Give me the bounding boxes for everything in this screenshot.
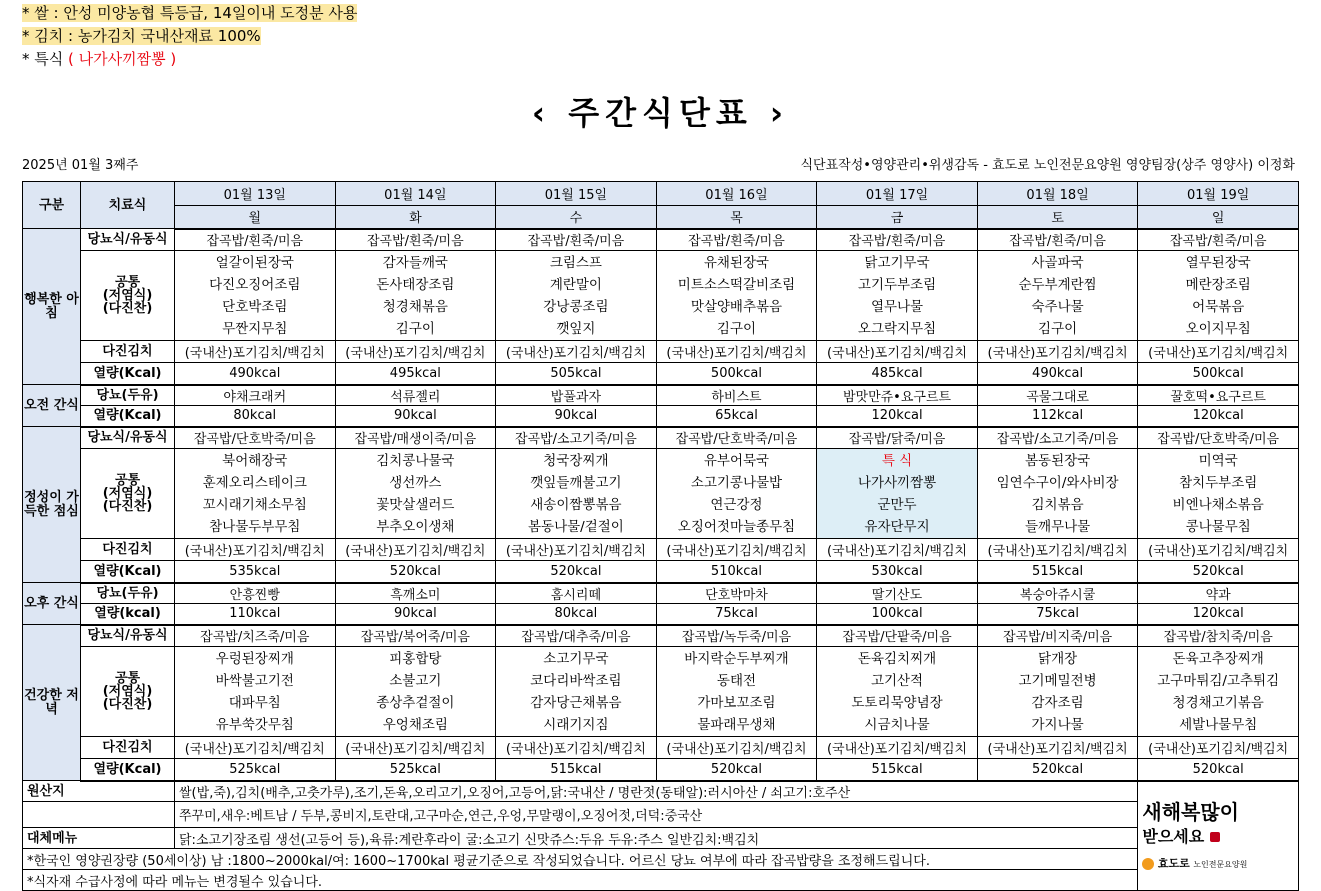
common-menu [977, 647, 1138, 737]
table-row [23, 385, 1299, 406]
menu-item: 콩나물무침 [1185, 518, 1251, 535]
menu-item: 김치볶음 [1031, 496, 1084, 513]
table-row [23, 604, 1299, 625]
kimchi-item: (국내산)포기김치/백김치 [1138, 341, 1299, 363]
snack-item: 밥풀과자 [496, 385, 657, 406]
table-row [23, 828, 1299, 849]
snack-item: 흑깨소미 [335, 583, 496, 604]
kimchi-item: (국내산)포기김치/백김치 [1138, 539, 1299, 561]
diabetic-item: 잡곡밥/소고기죽/미음 [496, 427, 657, 449]
table-row [23, 229, 1299, 251]
kimchi-item: (국내산)포기김치/백김치 [1138, 737, 1299, 759]
common-menu [496, 251, 657, 341]
menu-item: 우렁된장찌개 [215, 650, 294, 667]
diabetic-item: 잡곡밥/비지죽/미음 [977, 625, 1138, 647]
menu-item: 미역국 [1198, 452, 1238, 469]
common-menu [977, 449, 1138, 539]
kimchi-item: (국내산)포기김치/백김치 [496, 341, 657, 363]
common-label-line: (다진찬) [102, 499, 153, 514]
diabetic-item: 잡곡밥/단팥죽/미음 [817, 625, 978, 647]
common-label [81, 449, 175, 539]
kimchi-note: * 김치 : 농가김치 국내산재료 100% [22, 27, 261, 45]
meal-label-lunch: 정성이 가득한 점심 [23, 427, 81, 583]
diabetic-item: 잡곡밥/흰죽/미음 [175, 229, 336, 251]
diabetic-item: 잡곡밥/대추죽/미음 [496, 625, 657, 647]
kcal-value: 515kcal [496, 759, 657, 781]
snack-label-am_snack: 오전 간식 [23, 385, 81, 427]
kimchi-item: (국내산)포기김치/백김치 [175, 539, 336, 561]
header-date: 01월 17일 [817, 182, 978, 206]
header-diet: 치료식 [81, 182, 175, 229]
table-row [23, 849, 1299, 870]
header-day: 화 [335, 206, 496, 229]
kimchi-item: (국내산)포기김치/백김치 [817, 737, 978, 759]
common-menu [656, 647, 817, 737]
menu-item: 북어해장국 [222, 452, 288, 469]
kimchi-item: (국내산)포기김치/백김치 [496, 737, 657, 759]
menu-item: 소고기무국 [543, 650, 609, 667]
kcal-value: 112kcal [977, 406, 1138, 427]
diabetic-item: 잡곡밥/흰죽/미음 [335, 229, 496, 251]
kcal-value: 490kcal [977, 363, 1138, 385]
kcal-value: 515kcal [817, 759, 978, 781]
menu-item: 김구이 [1038, 320, 1078, 337]
menu-item: 김구이 [395, 320, 435, 337]
table-row [23, 449, 1299, 539]
common-menu [817, 647, 978, 737]
notes [22, 2, 357, 71]
chevron-right-icon: › [769, 94, 790, 132]
kimchi-item: (국내산)포기김치/백김치 [496, 539, 657, 561]
menu-item: 돈육김치찌개 [857, 650, 937, 667]
menu-item: 다진오징어조림 [209, 276, 301, 293]
kcal-value: 505kcal [496, 363, 657, 385]
menu-item: 시래기지짐 [543, 716, 609, 733]
menu-item: 대파무침 [228, 694, 281, 711]
header-date: 01월 14일 [335, 182, 496, 206]
meal-label-breakfast: 행복한 아침 [23, 229, 81, 385]
kcal-value: 520kcal [496, 561, 657, 583]
kimchi-item: (국내산)포기김치/백김치 [335, 341, 496, 363]
common-label-line: (저염식) [102, 486, 153, 501]
kimchi-item: (국내산)포기김치/백김치 [656, 539, 817, 561]
menu-item: 감자조림 [1031, 694, 1084, 711]
table-row [23, 206, 1299, 229]
kcal-value: 80kcal [496, 604, 657, 625]
table-row [23, 802, 1299, 828]
kimchi-label: 다진김치 [81, 737, 175, 759]
kcal-value: 515kcal [977, 561, 1138, 583]
kimchi-item: (국내산)포기김치/백김치 [656, 737, 817, 759]
kcal-value: 90kcal [496, 406, 657, 427]
common-menu [817, 251, 978, 341]
menu-item: 청경채고기볶음 [1172, 694, 1264, 711]
kcal-value: 90kcal [335, 604, 496, 625]
kimchi-item: (국내산)포기김치/백김치 [335, 737, 496, 759]
snack-item: 야채크래커 [175, 385, 336, 406]
menu-item: 고기두부조림 [857, 276, 937, 293]
menu-item: 무짠지무침 [222, 320, 288, 337]
menu-item: 비엔나채소볶음 [1172, 496, 1264, 513]
menu-item: 맛살양배추볶음 [690, 298, 783, 315]
kcal-value: 120kcal [1138, 406, 1299, 427]
common-menu [175, 647, 336, 737]
snack-item: 밤맛만쥬•요구르트 [817, 385, 978, 406]
menu-item: 부추오이생채 [376, 518, 455, 535]
table-row [23, 182, 1299, 206]
diabetic-label: 당뇨식/유동식 [81, 625, 175, 647]
snack-item: 복숭아쥬시쿨 [977, 583, 1138, 604]
kcal-value: 80kcal [175, 406, 336, 427]
table-row [23, 561, 1299, 583]
menu-item: 열무나물 [870, 298, 924, 315]
kimchi-item: (국내산)포기김치/백김치 [335, 539, 496, 561]
header-day: 금 [817, 206, 978, 229]
menu-item: 메란장조림 [1185, 276, 1251, 293]
special-tag: 특 식 [881, 452, 913, 469]
menu-item: 임연수구이/와사비장 [996, 474, 1119, 491]
menu-item: 연근강정 [710, 496, 763, 513]
table-row [23, 341, 1299, 363]
diabetic-item: 잡곡밥/단호박죽/미음 [656, 427, 817, 449]
kimchi-item: (국내산)포기김치/백김치 [977, 539, 1138, 561]
menu-item: 봄동된장국 [1024, 452, 1091, 469]
table-row [23, 781, 1299, 802]
menu-item: 닭고기무국 [864, 254, 930, 271]
menu-item: 닭개장 [1038, 650, 1078, 667]
snack-item-label: 당뇨(두유) [81, 583, 175, 604]
kcal-value: 520kcal [656, 759, 817, 781]
kcal-value: 520kcal [335, 561, 496, 583]
common-label-line: (다진찬) [102, 301, 153, 316]
menu-item: 세발나물무침 [1179, 716, 1258, 733]
kcal-label: 열량(kcal) [81, 604, 175, 625]
kcal-value: 530kcal [817, 561, 978, 583]
kimchi-item: (국내산)포기김치/백김치 [977, 341, 1138, 363]
kcal-value: 525kcal [335, 759, 496, 781]
kcal-value: 65kcal [656, 406, 817, 427]
diabetic-label: 당뇨식/유동식 [81, 427, 175, 449]
menu-item: 청경채볶음 [382, 298, 448, 315]
kcal-label: 열량(Kcal) [81, 363, 175, 385]
snack-item: 꿀호떡•요구르트 [1138, 385, 1299, 406]
seal-icon [1210, 832, 1220, 842]
menu-item: 생선까스 [389, 474, 442, 491]
menu-item: 청국장찌개 [543, 452, 609, 469]
menu-item: 소불고기 [389, 672, 442, 689]
common-menu [977, 251, 1138, 341]
diabetic-item: 잡곡밥/녹두죽/미음 [656, 625, 817, 647]
menu-item: 군만두 [877, 496, 917, 513]
menu-item: 유부어묵국 [703, 452, 770, 469]
table-row [23, 427, 1299, 449]
common-menu [335, 449, 496, 539]
header-group: 구분 [23, 182, 81, 229]
diabetic-item: 잡곡밥/흰죽/미음 [977, 229, 1138, 251]
menu-item: 훈제오리스테이크 [202, 474, 307, 491]
menu-item: 감자당근채볶음 [530, 694, 622, 711]
kcal-value: 120kcal [1138, 604, 1299, 625]
kcal-value: 110kcal [175, 604, 336, 625]
diabetic-item: 잡곡밥/흰죽/미음 [1138, 229, 1299, 251]
kcal-value: 500kcal [656, 363, 817, 385]
menu-item: 고기메밀전병 [1018, 672, 1097, 689]
menu-item: 도토리묵양념장 [851, 694, 943, 711]
kcal-value: 535kcal [175, 561, 336, 583]
menu-item: 시금치나물 [864, 716, 930, 733]
table-row [23, 759, 1299, 781]
menu-item: 참치두부조림 [1179, 474, 1258, 491]
common-menu [1138, 449, 1299, 539]
chevron-left-icon: ‹ [531, 94, 552, 132]
diabetic-item: 잡곡밥/닭죽/미음 [817, 427, 978, 449]
diabetic-item: 잡곡밥/단호박죽/미음 [1138, 427, 1299, 449]
kimchi-item: (국내산)포기김치/백김치 [817, 539, 978, 561]
diabetic-item: 잡곡밥/북어죽/미음 [335, 625, 496, 647]
kimchi-item: (국내산)포기김치/백김치 [656, 341, 817, 363]
kcal-value: 510kcal [656, 561, 817, 583]
common-label-line: 공통 [114, 275, 141, 290]
menu-item: 감자들깨국 [382, 254, 448, 271]
diabetic-item: 잡곡밥/소고기죽/미음 [977, 427, 1138, 449]
menu-item: 계란말이 [549, 276, 602, 293]
kcal-value: 520kcal [1138, 561, 1299, 583]
origin-label: 원산지 [23, 781, 175, 802]
common-label-line: (저염식) [102, 288, 153, 303]
menu-item: 유자단무지 [864, 518, 930, 535]
common-label [81, 647, 175, 737]
diabetic-item: 잡곡밥/흰죽/미음 [817, 229, 978, 251]
header-date: 01월 13일 [175, 182, 336, 206]
menu-item: 열무된장국 [1185, 254, 1251, 271]
snack-item: 홈시리떼 [496, 583, 657, 604]
header-date: 01월 15일 [496, 182, 657, 206]
kcal-value: 90kcal [335, 406, 496, 427]
menu-item: 얼갈이된장국 [215, 254, 294, 271]
menu-item: 유부쑥갓무침 [215, 716, 294, 733]
kcal-value: 490kcal [175, 363, 336, 385]
common-label-line: (다진찬) [102, 697, 153, 712]
snack-item: 하비스트 [656, 385, 817, 406]
table-row [23, 363, 1299, 385]
header-day: 수 [496, 206, 657, 229]
snack-item: 단호박마차 [656, 583, 817, 604]
table-row [23, 251, 1299, 341]
snack-label-pm_snack: 오후 간식 [23, 583, 81, 625]
common-menu [175, 449, 336, 539]
diabetic-item: 잡곡밥/흰죽/미음 [496, 229, 657, 251]
table-row [23, 583, 1299, 604]
common-menu [656, 449, 817, 539]
menu-item: 오그락지무침 [857, 320, 937, 337]
common-menu [496, 449, 657, 539]
table-row [23, 625, 1299, 647]
kcal-value: 520kcal [1138, 759, 1299, 781]
common-menu [335, 251, 496, 341]
menu-item: 강낭콩조림 [543, 298, 609, 315]
menu-item: 돈육고추장찌개 [1172, 650, 1264, 667]
kcal-value: 520kcal [977, 759, 1138, 781]
kcal-label: 열량(Kcal) [81, 759, 175, 781]
header-date: 01월 18일 [977, 182, 1138, 206]
menu-item: 코다리바싹조림 [530, 672, 622, 689]
snack-item: 안흥찐빵 [175, 583, 336, 604]
logo-greeting: 새해복많이 [1142, 800, 1239, 825]
common-label-line: 공통 [114, 671, 141, 686]
common-menu [656, 251, 817, 341]
header-day: 토 [977, 206, 1138, 229]
kimchi-item: (국내산)포기김치/백김치 [175, 737, 336, 759]
menu-item: 바지락순두부찌개 [684, 650, 789, 667]
logo-greeting-2: 받으세요 [1142, 824, 1298, 847]
page-title: ‹ 주간식단표 › [531, 94, 790, 132]
menu-item: 새송이짬뽕볶음 [530, 496, 622, 513]
kimchi-label: 다진김치 [81, 539, 175, 561]
menu-item: 소고기콩나물밥 [690, 474, 783, 491]
menu-item: 어묵볶음 [1192, 298, 1245, 315]
special-menu [817, 449, 978, 539]
table-row [23, 870, 1299, 891]
menu-item: 봄동나물/겉절이 [527, 518, 624, 535]
menu-item: 우엉채조림 [382, 716, 448, 733]
alt-menu: 닭:소고기장조림 생선(고등어 등),육류:계란후라이 굴:소고기 신맛쥬스:두유 두유:주스 일반김치:백김치 [175, 828, 1138, 849]
menu-item: 깻잎들깨불고기 [530, 474, 622, 491]
menu-item: 순두부계란찜 [1018, 276, 1097, 293]
header-day: 목 [656, 206, 817, 229]
common-menu [1138, 251, 1299, 341]
common-label [81, 251, 175, 341]
header-date: 01월 16일 [656, 182, 817, 206]
kimchi-label: 다진김치 [81, 341, 175, 363]
kcal-label: 열량(Kcal) [81, 561, 175, 583]
menu-item: 참나물두부무침 [209, 518, 301, 535]
rice-note: * 쌀 : 안성 미양농협 특등급, 14일이내 도정분 사용 [22, 4, 358, 22]
menu-item: 오징어젓마늘종무침 [677, 518, 796, 535]
kcal-value: 500kcal [1138, 363, 1299, 385]
menu-item: 오이지무침 [1185, 320, 1251, 337]
note-2: *식자재 수급사정에 따라 메뉴는 변경될수 있습니다. [23, 870, 1138, 891]
week-label: 2025년 01월 3째주 [22, 158, 139, 173]
kcal-value: 495kcal [335, 363, 496, 385]
note-1: *한국인 영양권장량 (50세이상) 남 :1800~2000kal/여: 1600~1700kal 평균기준으로 작성되었습니다. 어르신 당뇨 여부에 따라 잡곡밥량을 조정해드립니다. [23, 849, 1138, 870]
header-day: 일 [1138, 206, 1299, 229]
header-day: 월 [175, 206, 336, 229]
menu-item: 종상추겉절이 [376, 694, 455, 711]
menu-item: 크림스프 [549, 254, 602, 271]
menu-item: 들깨무나물 [1024, 518, 1091, 535]
diabetic-label: 당뇨식/유동식 [81, 229, 175, 251]
table-row [23, 539, 1299, 561]
menu-item: 물파래무생채 [697, 716, 776, 733]
table-row [23, 647, 1299, 737]
menu-item: 김구이 [716, 320, 757, 337]
common-label-line: 공통 [114, 473, 141, 488]
snack-item: 곡물그대로 [977, 385, 1138, 406]
common-label-line: (저염식) [102, 684, 153, 699]
meal-label-dinner: 건강한 저녁 [23, 625, 81, 781]
snack-item: 석류젤리 [335, 385, 496, 406]
menu-item: 유채된장국 [703, 254, 770, 271]
common-menu [496, 647, 657, 737]
logo [1138, 781, 1299, 891]
kcal-value: 120kcal [817, 406, 978, 427]
snack-item: 딸기산도 [817, 583, 978, 604]
origin-text-2: 쭈꾸미,새우:베트남 / 두부,콩비지,토란대,고구마순,연근,우엉,무말랭이,오징어젓,더덕:중국산 [175, 802, 1138, 828]
author-label: 식단표작성•영양관리•위생감독 - 효도로 노인전문요양원 영양팀장(상주 영양사) 이정화 [800, 158, 1295, 173]
menu-item: 고구마튀김/고추튀김 [1157, 672, 1280, 689]
diabetic-item: 잡곡밥/치즈죽/미음 [175, 625, 336, 647]
menu-item: 미트소스떡갈비조림 [677, 276, 796, 293]
menu-item: 깻잎지 [556, 320, 596, 337]
kcal-label: 열량(Kcal) [81, 406, 175, 427]
table-row [23, 737, 1299, 759]
menu-item: 돈사태장조림 [376, 276, 455, 293]
brand-logo-icon [1142, 858, 1154, 870]
menu-item: 꽃맛살샐러드 [376, 496, 455, 513]
kcal-value: 75kcal [977, 604, 1138, 625]
kcal-value: 100kcal [817, 604, 978, 625]
menu-item: 가지나물 [1031, 716, 1084, 733]
common-menu [335, 647, 496, 737]
common-menu [175, 251, 336, 341]
menu-item: 바싹불고기전 [215, 672, 294, 689]
menu-item: 김치콩나물국 [376, 452, 455, 469]
menu-item: 가마보꼬조림 [697, 694, 776, 711]
menu-item: 동태전 [716, 672, 757, 689]
menu-table [22, 181, 1299, 891]
diabetic-item: 잡곡밥/단호박죽/미음 [175, 427, 336, 449]
menu-item: 피홍합탕 [389, 650, 442, 667]
menu-item: 사골파국 [1031, 254, 1084, 271]
header-date: 01월 19일 [1138, 182, 1299, 206]
menu-item: 나가사끼짬뽕 [857, 474, 937, 491]
common-menu [1138, 647, 1299, 737]
kimchi-item: (국내산)포기김치/백김치 [977, 737, 1138, 759]
brand: 효도로 노인전문요양원 [1142, 855, 1298, 871]
alt-label: 대체메뉴 [23, 828, 175, 849]
special-note: * 특식 ( 나가사끼짬뽕 ) [22, 50, 177, 68]
origin-text-1: 쌀(밥,죽),김치(배추,고춧가루),조기,돈육,오리고기,오징어,고등어,닭:국내산 / 명란젓(동태알):러시아산 / 쇠고기:호주산 [175, 781, 1138, 802]
kcal-value: 485kcal [817, 363, 978, 385]
kcal-value: 75kcal [656, 604, 817, 625]
snack-item-label: 당뇨(두유) [81, 385, 175, 406]
kcal-value: 525kcal [175, 759, 336, 781]
kimchi-item: (국내산)포기김치/백김치 [175, 341, 336, 363]
kimchi-item: (국내산)포기김치/백김치 [817, 341, 978, 363]
diabetic-item: 잡곡밥/흰죽/미음 [656, 229, 817, 251]
menu-item: 고기산적 [870, 672, 924, 689]
menu-item: 숙주나물 [1031, 298, 1084, 315]
diabetic-item: 잡곡밥/매생이죽/미음 [335, 427, 496, 449]
table-row [23, 406, 1299, 427]
menu-item: 단호박조림 [222, 298, 288, 315]
diabetic-item: 잡곡밥/참치죽/미음 [1138, 625, 1299, 647]
origin-label-blank [23, 802, 175, 828]
snack-item: 약과 [1138, 583, 1299, 604]
menu-item: 꼬시래기채소무침 [202, 496, 307, 513]
